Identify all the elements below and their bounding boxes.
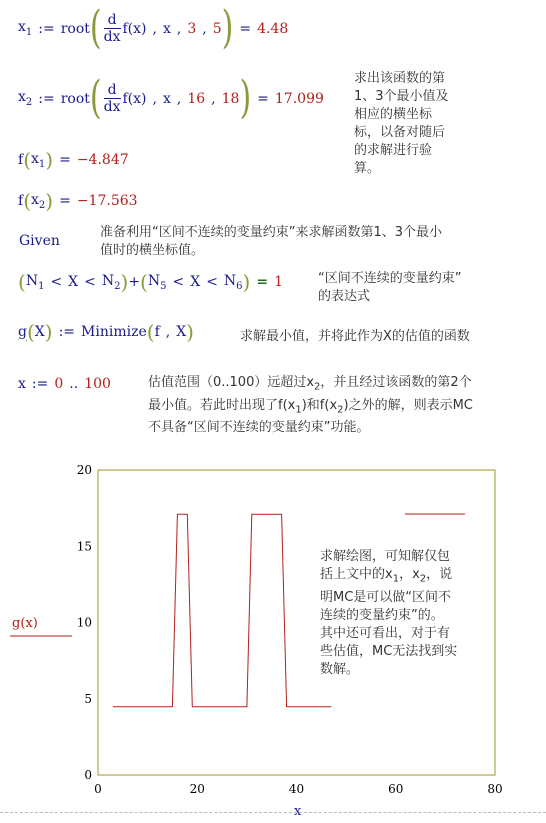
x-tick-label: 40	[288, 782, 305, 796]
note-line: “区间不连续的变量约束”	[318, 271, 462, 286]
lower-bound: 3	[187, 20, 197, 37]
note-line: 数解。	[320, 661, 360, 677]
note-line: 准备利用“区间不连续的变量约束”来求解函数第1、3个最小	[100, 225, 443, 240]
x-var: X	[190, 274, 201, 290]
given-keyword[interactable]: Given	[19, 233, 60, 249]
equals-sign: =	[59, 193, 71, 209]
x-tick-label: 60	[388, 782, 404, 796]
note-minimize: 求解最小值，并将此作为X的估值的函数	[240, 329, 470, 344]
series-line-g	[113, 514, 331, 707]
x-var: X	[34, 324, 45, 340]
upper-bound: 18	[221, 90, 240, 107]
x1-var: $x_1$	[31, 150, 46, 170]
note-line: 些估值，MC无法找到实	[320, 643, 458, 659]
x-tick-label: 80	[487, 782, 503, 796]
open-paren: (	[18, 270, 26, 294]
n5-var: $N_5$	[147, 272, 167, 292]
note-line: 1、3个最小值及	[354, 89, 449, 104]
minimize-function: Minimize	[81, 324, 147, 340]
x-var: X	[68, 274, 79, 290]
result-value: −4.847	[76, 152, 129, 168]
note-line: 相应的横坐标	[354, 107, 433, 122]
comma: ,	[152, 90, 157, 107]
eval-f-x1[interactable]	[18, 148, 129, 172]
result-value: 17.099	[274, 90, 324, 107]
open-paren: (	[89, 1, 102, 54]
note-line: 连续的变量约束”的。	[320, 607, 444, 623]
note-plot	[320, 548, 500, 679]
comma: ,	[165, 324, 171, 340]
x-axis-label: x	[294, 804, 302, 819]
close-paren: )	[242, 270, 251, 294]
note-line: 明MC是可以做“区间不	[320, 589, 452, 605]
note-line: 求出该函数的第	[354, 71, 446, 86]
y-tick-label: 0	[84, 768, 92, 782]
note-line: 的求解进行验	[354, 143, 433, 158]
root-equation-x1[interactable]	[18, 1, 289, 54]
open-paren: (	[89, 71, 102, 124]
close-paren: )	[239, 71, 252, 124]
n2-var: $N_2$	[101, 272, 121, 292]
comma: ,	[152, 20, 157, 37]
equals-sign: =	[257, 90, 269, 107]
equals-sign: =	[59, 152, 71, 168]
open-paren: (	[146, 320, 155, 344]
note-line: 值时的横坐标值。	[100, 243, 205, 258]
open-paren: (	[23, 148, 31, 172]
y-tick-label: 10	[76, 615, 92, 630]
less-than: <	[206, 274, 218, 290]
y-tick-label: 20	[76, 463, 92, 477]
note-line: 的表达式	[318, 289, 371, 304]
note-line: 括上文中的$x_1$，$x_2$，说	[320, 567, 453, 585]
root-function: root	[60, 20, 90, 37]
comma: ,	[176, 20, 182, 37]
root-equation-x2[interactable]	[18, 71, 324, 124]
close-paren: )	[186, 320, 194, 344]
constraint-expression[interactable]	[18, 270, 283, 294]
y-axis-ticks	[77, 463, 92, 782]
variable-arg: x	[162, 20, 171, 37]
variable-arg: x	[162, 90, 171, 107]
open-paren: (	[23, 189, 31, 213]
root-function: root	[60, 90, 90, 107]
assign-operator: :=	[31, 376, 49, 392]
minimize-definition[interactable]	[18, 320, 194, 344]
x2-var: $x_2$	[18, 89, 33, 108]
function-call: f(x)	[122, 20, 147, 37]
close-paren: )	[44, 320, 53, 344]
result-value: 4.48	[257, 20, 289, 37]
note-minima	[354, 70, 484, 178]
n6-var: $N_6$	[223, 272, 243, 292]
x-axis-ticks	[94, 782, 502, 796]
comma: ,	[211, 90, 216, 107]
function-name: f	[18, 193, 24, 209]
derivative-operator: $\frac{d}{dx}$	[103, 82, 121, 115]
region-divider	[0, 812, 546, 813]
equals-sign: =	[239, 20, 252, 37]
n1-var: $N_1$	[25, 272, 45, 292]
x-var: x	[18, 376, 26, 392]
assign-operator: :=	[38, 90, 55, 107]
comma: ,	[176, 90, 182, 107]
x-tick-label: 20	[189, 782, 205, 796]
function-name: g	[18, 324, 27, 340]
x-tick-label: 0	[94, 782, 102, 796]
assign-operator: :=	[58, 324, 76, 340]
constraint-value: 1	[274, 274, 284, 290]
less-than: <	[84, 274, 96, 290]
upper-bound: 5	[212, 20, 222, 37]
range-operator: ..	[69, 376, 79, 392]
eval-f-x2[interactable]	[18, 189, 138, 213]
note-line: 算。	[354, 161, 381, 176]
y-tick-label: 5	[84, 691, 92, 706]
note-line: 不具备“区间不连续的变量约束”功能。	[148, 420, 370, 436]
note-line: 估值范围（0..100）远超过$x_2$，并且经过该函数的第2个	[148, 375, 472, 393]
boolean-equals: =	[256, 274, 269, 290]
close-paren: )	[45, 148, 54, 172]
comma: ,	[202, 20, 207, 37]
range-end: 100	[84, 376, 111, 392]
close-paren: )	[120, 270, 129, 294]
open-paren: (	[140, 270, 148, 294]
note-line: 标，以备对随后	[354, 125, 446, 140]
derivative-operator: $\frac{d}{dx}$	[103, 12, 121, 45]
open-paren: (	[26, 320, 35, 344]
x2-var: $x_2$	[31, 191, 46, 211]
result-value: −17.563	[76, 193, 138, 209]
range-start: 0	[54, 376, 64, 392]
note-line: 最小值。若此时出现了$f(x_1)$和$f(x_2)$之外的解，则表示MC	[148, 397, 473, 416]
y-tick-label: 15	[76, 539, 92, 554]
less-than: <	[172, 274, 185, 290]
y-axis-label: g(x)	[12, 616, 38, 631]
plus-operator: +	[128, 274, 141, 290]
note-line: 其中还可看出，对于有	[320, 625, 451, 641]
x1-var: $x_1$	[18, 19, 33, 38]
function-arg: f	[154, 324, 160, 340]
note-line: 求解绘图，可知解仅包	[320, 549, 451, 564]
function-name: f	[18, 152, 24, 168]
note-given	[100, 224, 540, 260]
lower-bound: 16	[187, 90, 206, 107]
assign-operator: :=	[38, 20, 55, 37]
function-call: f(x)	[122, 90, 147, 107]
less-than: <	[50, 274, 63, 290]
close-paren: )	[221, 1, 234, 54]
range-definition[interactable]	[18, 376, 111, 392]
note-range	[148, 374, 540, 437]
x-var: X	[176, 324, 187, 340]
close-paren: )	[45, 189, 54, 213]
note-constraint	[318, 270, 528, 306]
